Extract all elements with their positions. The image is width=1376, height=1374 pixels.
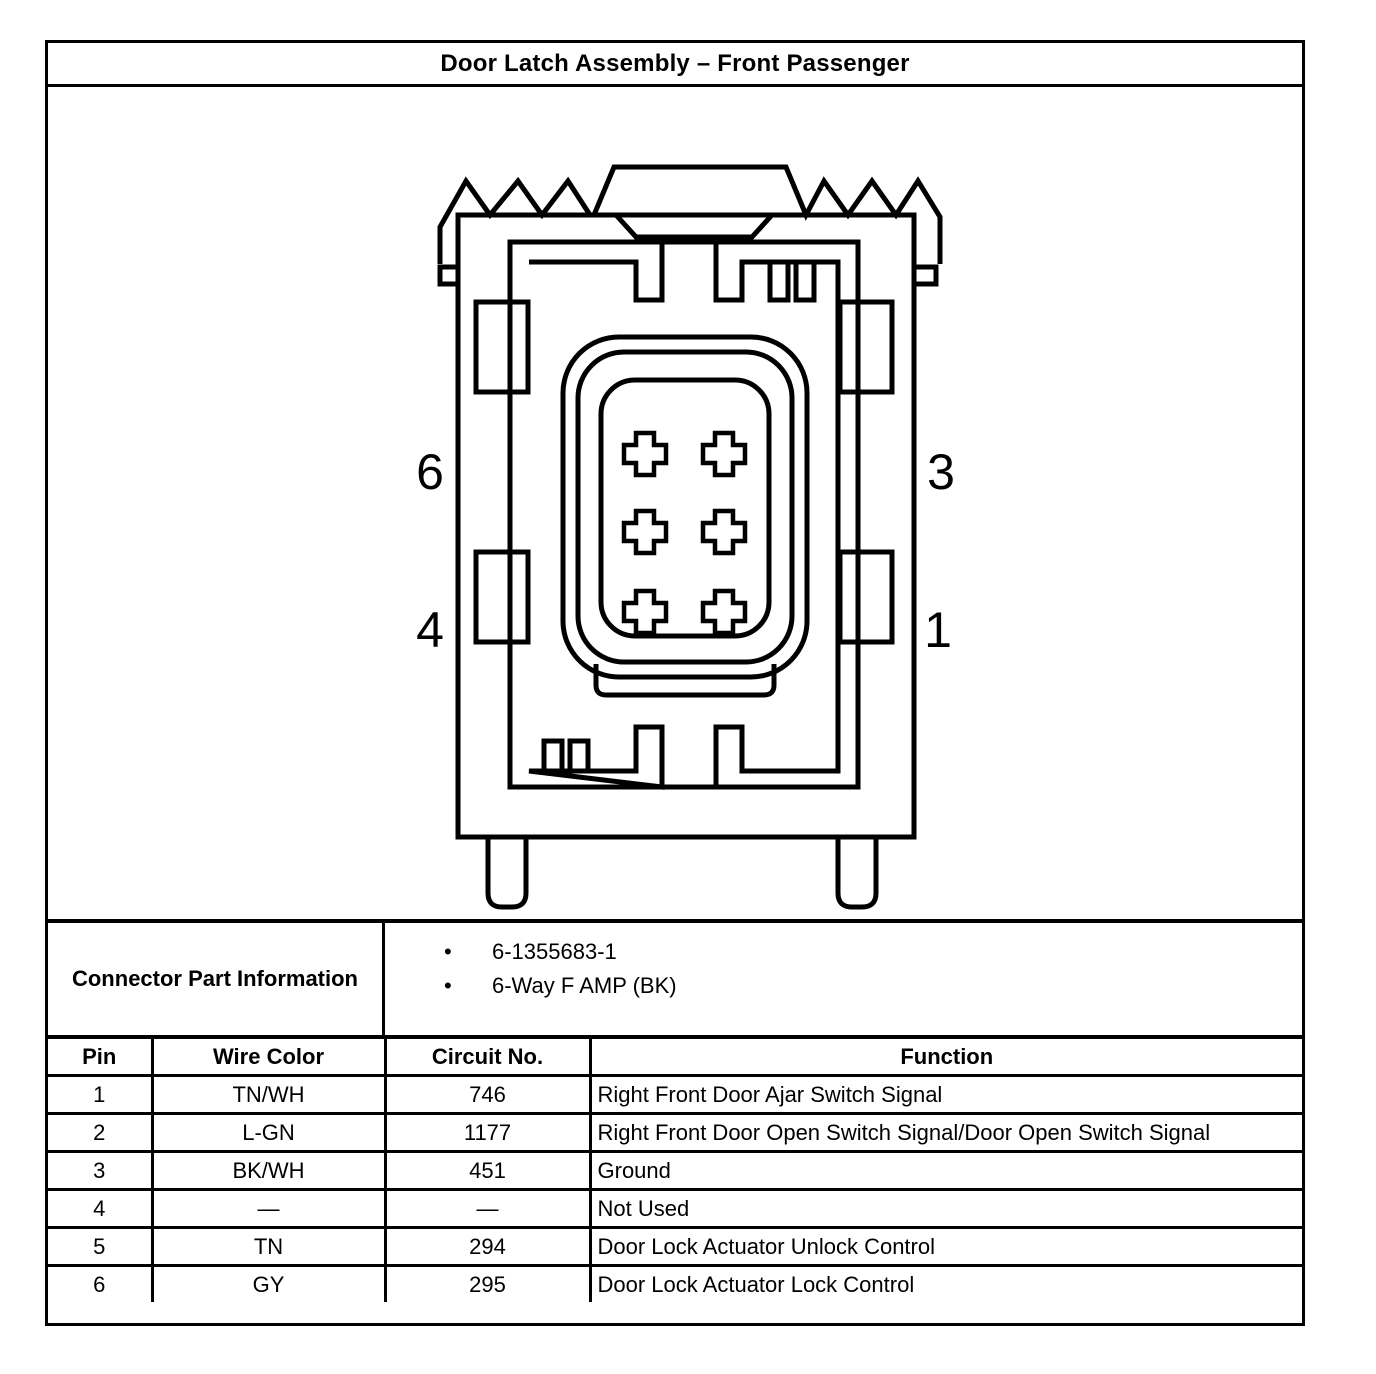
cell-function: Ground — [590, 1152, 1302, 1190]
cell-wire-color: — — [152, 1190, 385, 1228]
table-row — [48, 1228, 1302, 1266]
cell-function: Door Lock Actuator Lock Control — [590, 1266, 1302, 1303]
table-row — [48, 1190, 1302, 1228]
header-pin: Pin — [48, 1039, 152, 1076]
cell-pin: 5 — [48, 1228, 152, 1266]
connector-side-tab-right — [914, 267, 936, 284]
cell-wire-color: TN — [152, 1228, 385, 1266]
cell-wire-color: L-GN — [152, 1114, 385, 1152]
table-header-row — [48, 1039, 1302, 1076]
pinout-table — [48, 1039, 1302, 1302]
cell-pin: 1 — [48, 1076, 152, 1114]
bullet-icon: • — [444, 973, 452, 998]
cell-circuit: 451 — [385, 1152, 590, 1190]
cell-pin: 3 — [48, 1152, 152, 1190]
part-item — [438, 935, 677, 969]
terminal-shroud-mid — [578, 352, 792, 662]
pin-label-4: 4 — [416, 602, 444, 658]
cell-function: Right Front Door Open Switch Signal/Door Open Switch Signal — [590, 1114, 1302, 1152]
header-function: Function — [590, 1039, 1302, 1076]
cell-circuit: 746 — [385, 1076, 590, 1114]
lock-block-bottom-right — [840, 552, 892, 642]
cell-pin: 2 — [48, 1114, 152, 1152]
cell-wire-color: TN/WH — [152, 1076, 385, 1114]
cell-wire-color: GY — [152, 1266, 385, 1303]
cell-function: Not Used — [590, 1190, 1302, 1228]
header-circuit: Circuit No. — [385, 1039, 590, 1076]
terminal-cavity-1 — [703, 591, 745, 633]
terminal-shroud-inner — [601, 380, 769, 636]
connector-slot-bottom — [544, 741, 588, 771]
lock-block-bottom-left — [476, 552, 528, 642]
connector-side-tab-left — [440, 267, 458, 284]
cell-circuit: 1177 — [385, 1114, 590, 1152]
terminal-cavity-2 — [703, 511, 745, 553]
connector-drawing — [48, 87, 1302, 919]
table-row — [48, 1152, 1302, 1190]
connector-slot-top — [770, 262, 814, 300]
cell-function: Right Front Door Ajar Switch Signal — [590, 1076, 1302, 1114]
part-number: 6-1355683-1 — [492, 939, 617, 964]
part-description: 6-Way F AMP (BK) — [492, 973, 677, 998]
table-row — [48, 1114, 1302, 1152]
terminal-cavity-4 — [624, 591, 666, 633]
connector-part-info — [48, 919, 1302, 1039]
lock-block-top-left — [476, 302, 528, 392]
table-row — [48, 1076, 1302, 1114]
table-row — [48, 1266, 1302, 1303]
cell-circuit: 295 — [385, 1266, 590, 1303]
part-item — [438, 969, 677, 1003]
cell-circuit: — — [385, 1190, 590, 1228]
connector-top-notch — [616, 215, 772, 237]
connector-peg-left — [488, 837, 526, 907]
terminal-cavity-6 — [624, 433, 666, 475]
header-wire-color: Wire Color — [152, 1039, 385, 1076]
connector-sheet — [45, 40, 1305, 1326]
lock-block-top-right — [840, 302, 892, 392]
pin-label-6: 6 — [416, 444, 444, 500]
connector-peg-right — [838, 837, 876, 907]
bullet-icon: • — [444, 939, 452, 964]
cell-function: Door Lock Actuator Unlock Control — [590, 1228, 1302, 1266]
pin-label-1: 1 — [924, 602, 952, 658]
connector-part-list — [438, 935, 677, 1003]
connector-part-info-label: Connector Part Information — [48, 923, 385, 1035]
pin-label-3: 3 — [927, 444, 955, 500]
terminal-cavity-5 — [624, 511, 666, 553]
cell-wire-color: BK/WH — [152, 1152, 385, 1190]
cell-circuit: 294 — [385, 1228, 590, 1266]
cell-pin: 6 — [48, 1266, 152, 1303]
terminal-cavity-3 — [703, 433, 745, 475]
cell-pin: 4 — [48, 1190, 152, 1228]
connector-diagram — [48, 87, 1302, 919]
page-title: Door Latch Assembly – Front Passenger — [48, 43, 1302, 87]
